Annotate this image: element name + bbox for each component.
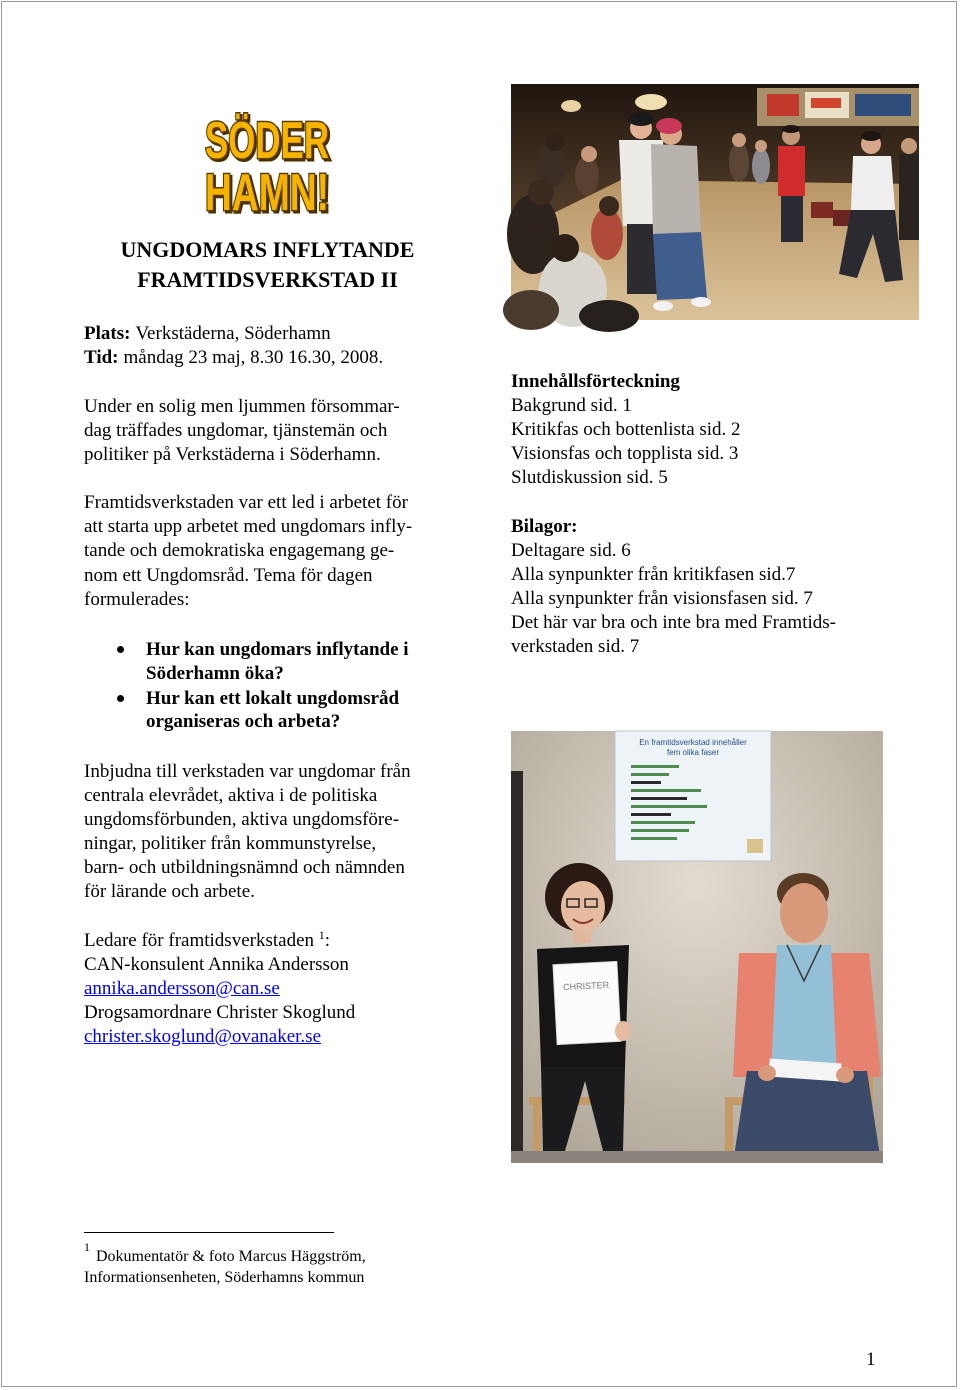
page-title-line-2: FRAMTIDSVERKSTAD II <box>137 267 398 292</box>
leaders-heading <box>84 929 330 953</box>
place-label: Plats: <box>84 323 131 344</box>
toc-item: Visionsfas och topplista sid. 3 <box>511 443 739 464</box>
leader-1-role: CAN-konsulent Annika Andersson <box>84 954 349 975</box>
slide-title: En framtidsverkstad innehåller <box>639 738 747 747</box>
time-value: måndag 23 maj, 8.30 16.30, 2008. <box>123 347 384 368</box>
slide-logo <box>747 839 763 853</box>
appendix-item: Alla synpunkter från visionsfasen sid. 7 <box>511 588 813 609</box>
time-label: Tid: <box>84 347 119 368</box>
question-line: Hur kan ett lokalt ungdomsråd <box>146 688 400 709</box>
appendix-item: Det här var bra och inte bra med Framtids- <box>511 612 836 633</box>
question-line: Söderhamn öka? <box>146 663 284 684</box>
invited-line: ungdomsförbunden, aktiva ungdomsföre- <box>84 809 400 830</box>
footnote-number: 1 <box>84 1240 90 1254</box>
logo-line-2: HAMN! <box>205 164 329 222</box>
soderhamn-logo <box>199 106 335 222</box>
toc-item: Kritikfas och bottenlista sid. 2 <box>511 419 741 440</box>
background-line: tande och demokratiska engagemang ge- <box>84 540 395 561</box>
invited-line: barn- och utbildningsnämnd och nämnden <box>84 857 405 878</box>
place-value: Verkstäderna, Söderhamn <box>135 323 331 344</box>
sign-text: CHRISTER <box>562 979 610 993</box>
graffiti-wall <box>757 88 919 126</box>
place-line <box>84 322 331 346</box>
time-line <box>84 346 383 370</box>
invited-line: ningar, politiker från kommunstyrelse, <box>84 833 377 854</box>
appendix-item: Deltagare sid. 6 <box>511 540 631 561</box>
footnote-line: Informationsenheten, Söderhamns kommun <box>84 1269 365 1286</box>
background-line: Framtidsverkstaden var ett led i arbetet för <box>84 492 408 513</box>
floor <box>511 1151 883 1163</box>
background-line: att starta upp arbetet med ungdomars infly- <box>84 516 413 537</box>
projection-screen <box>615 731 771 861</box>
name-sign <box>553 961 621 1044</box>
page-number: 1 <box>866 1349 876 1370</box>
leaders-heading-text: Ledare för framtidsverkstaden <box>84 930 315 951</box>
page-title-line-1: UNGDOMARS INFLYTANDE <box>120 237 415 262</box>
question-line: organiseras och arbeta? <box>146 711 341 732</box>
invited-line: Inbjudna till verkstaden var ungdomar från <box>84 761 411 782</box>
leader-2-role: Drogsamordnare Christer Skoglund <box>84 1002 356 1023</box>
question-line: Hur kan ungdomars inflytande i <box>146 639 409 660</box>
toc-item: Slutdiskussion sid. 5 <box>511 467 668 488</box>
toc-item: Bakgrund sid. 1 <box>511 395 632 416</box>
footnote-reference[interactable]: 1 <box>318 928 325 942</box>
invited-line: centrala elevrådet, aktiva i de politiska <box>84 785 378 806</box>
intro-line: dag träffades ungdomar, tjänstemän och <box>84 420 388 441</box>
presenters-photo <box>511 731 883 1163</box>
intro-line: politiker på Verkstäderna i Söderhamn. <box>84 444 381 465</box>
background-line: formulerades: <box>84 589 190 610</box>
ceiling-light <box>635 94 667 110</box>
leader-1-email-link[interactable]: annika.andersson@can.se <box>84 978 280 999</box>
slide-subtitle: fem olika faser <box>666 748 720 757</box>
footnote-separator <box>84 1232 334 1233</box>
background-line: nom ett Ungdomsråd. Tema för dagen <box>84 565 373 586</box>
leader-2-email-link[interactable]: christer.skoglund@ovanaker.se <box>84 1026 321 1047</box>
leaders-heading-suffix: : <box>324 930 331 951</box>
toc-heading: Innehållsförteckning <box>511 371 680 392</box>
footnote-line: Dokumentatör & foto Marcus Häggström, <box>96 1248 366 1265</box>
workshop-photo <box>511 84 919 320</box>
appendix-item: Alla synpunkter från kritikfasen sid.7 <box>511 564 796 585</box>
logo-line-1: SÖDER <box>205 112 329 170</box>
invited-line: för lärande och arbete. <box>84 881 255 902</box>
intro-line: Under en solig men ljummen försommar- <box>84 396 400 417</box>
appendices-heading: Bilagor: <box>511 516 578 537</box>
appendix-item: verkstaden sid. 7 <box>511 636 640 657</box>
doorway <box>511 771 523 1163</box>
bullet-dot <box>117 646 124 653</box>
bullet-dot <box>117 695 124 702</box>
